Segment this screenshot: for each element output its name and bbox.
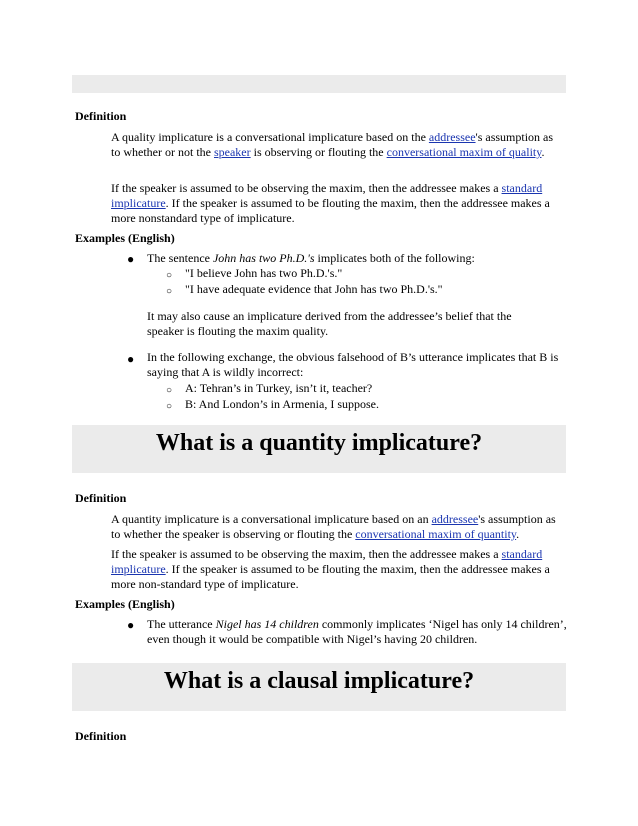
definition-paragraph [111,512,563,542]
text-run: A quantity implicature is a conversational implicature based on an [111,512,432,526]
definition-label: Definition [75,729,127,743]
section-heading: What is a quantity implicature? [155,430,483,456]
addressee-link[interactable]: addressee [428,130,476,144]
text-run: . [516,527,520,541]
example-item [147,251,567,266]
bullet-icon: ● [127,252,135,266]
standard-implicature-link[interactable]: standard implicature [111,181,543,210]
definition-paragraph [111,130,563,160]
standard-implicature-link[interactable]: standard implicature [111,547,543,576]
maxim-of-quantity-link[interactable]: conversational maxim of quantity [355,527,517,541]
examples-label: Examples (English) [75,231,175,245]
circle-bullet-icon: ○ [166,286,173,297]
circle-bullet-icon: ○ [166,385,173,396]
section-header-band [72,75,566,93]
bullet-icon: ● [127,352,135,366]
text-run: 's assumption as to whether or not the [111,130,554,159]
sub-item: B: And London’s in Armenia, I suppose. [185,397,379,411]
circle-bullet-icon: ○ [166,270,173,281]
circle-bullet-icon: ○ [166,401,173,412]
text-run: A quality implicature is a conversational implicature based on the [111,130,429,144]
example-item [147,617,567,647]
section-header-band [72,663,566,711]
text-run: If the speaker is assumed to be observing the maxim, then the addressee makes a [111,547,502,561]
text-run: If the speaker is assumed to be observing the maxim, then the addressee makes a [111,181,502,195]
text-run: commonly implicates ‘Nigel has only 14 children’, even though it would be compatible with Nigel’s having 20 children. [147,617,567,646]
definition-paragraph [111,547,563,592]
text-run: implicates both of the following: [314,251,475,265]
text-run: 's assumption as to whether the speaker is observing or flouting the [111,512,556,541]
italic-sentence: Nigel has 14 children [215,617,319,631]
definition-paragraph [111,181,563,226]
text-run: is observing or flouting the [250,145,387,159]
speaker-link[interactable]: speaker [213,145,251,159]
definition-label: Definition [75,491,127,505]
sub-item: A: Tehran’s in Turkey, isn’t it, teacher? [185,381,373,395]
example-item: In the following exchange, the obvious falsehood of B’s utterance implicates that B is saying that A is wildly incorrect: [147,350,559,379]
text-run: . [541,145,545,159]
italic-sentence: John has two Ph.D.'s [212,251,315,265]
sub-item: "I believe John has two Ph.D.'s." [185,266,343,280]
text-run: . If the speaker is assumed to be flouting the maxim, then the addressee makes a more nonstandard type of implicature. [111,196,550,225]
section-heading: What is a clausal implicature? [163,668,475,694]
bullet-icon: ● [127,618,135,632]
example-followup: It may also cause an implicature derived from the addressee’s belief that the speaker is flouting the maxim quality. [147,309,512,338]
text-run: . If the speaker is assumed to be flouting the maxim, then the addressee makes a more non-standard type of implicature. [111,562,550,591]
definition-label: Definition [75,109,127,123]
section-header-band [72,425,566,473]
text-run: The sentence [147,251,213,265]
addressee-link[interactable]: addressee [431,512,479,526]
text-run: The utterance [147,617,216,631]
examples-label: Examples (English) [75,597,175,611]
maxim-of-quality-link[interactable]: conversational maxim of quality [386,145,542,159]
sub-item: "I have adequate evidence that John has two Ph.D.'s." [185,282,443,296]
